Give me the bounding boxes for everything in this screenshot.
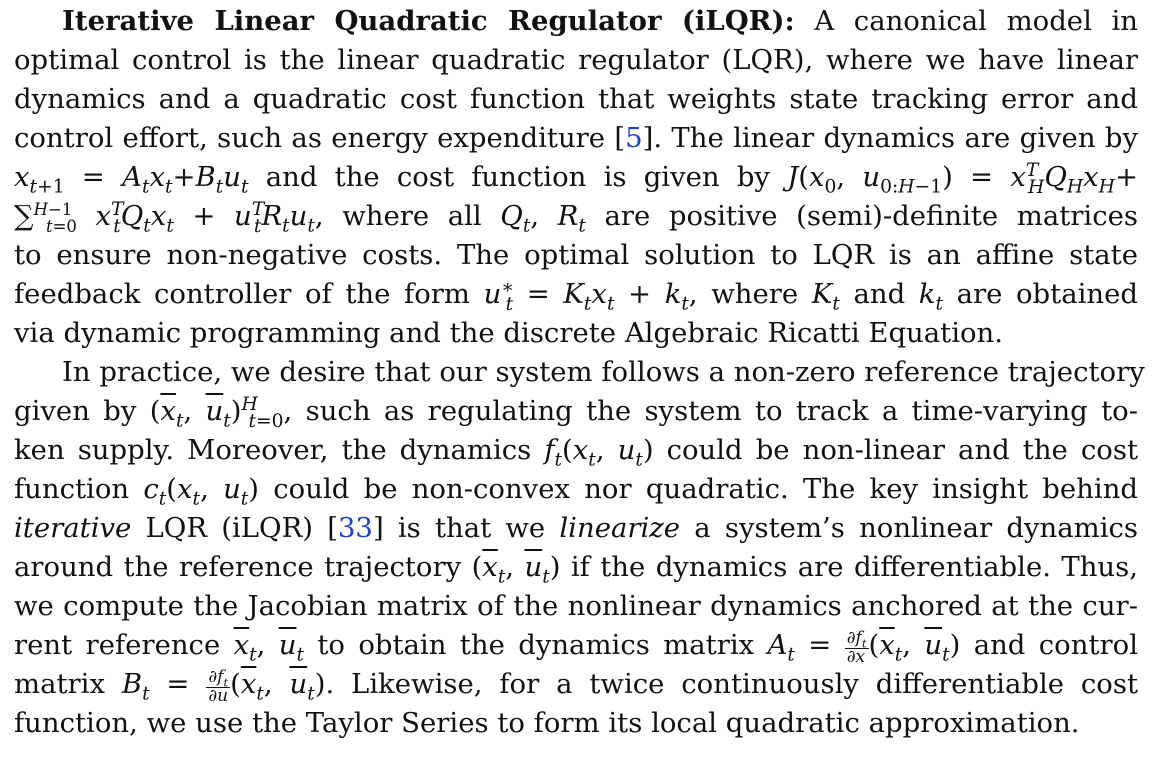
para2-line-10: function, we use the Taylor Series to form its local quadratic approximation. — [14, 707, 1080, 739]
para1-line-5: $x_{t+1} = A_tx_t+B_tu_t$ and the cost function is given by $J(x_0$, $u_{0:H-1}) = x^T_HQ_Hx_H+$ — [14, 159, 1139, 198]
para1-line-2: optimal control is the linear quadratic regulator (LQR), where we have linear — [14, 44, 1138, 76]
section-heading: Iterative Linear Quadratic Regulator (iLQR): — [62, 5, 795, 37]
para2-line-5: iterative LQR (iLQR) [33] is that we linearize a system’s nonlinear dynamics — [14, 512, 1139, 544]
para2-line-4: function $c_t(x_t$, $u_t$) could be non-convex nor quadratic. The key insight behind — [14, 473, 1139, 510]
para1-line-4: control effort, such as energy expenditure [5]. The linear dynamics are given by — [14, 122, 1138, 154]
paper-text — [14, 2, 1145, 743]
partial-fraction-dfdx: $\frac{\partial f_t}{\partial x}$ — [846, 627, 867, 667]
para1-line-3: dynamics and a quadratic cost function that weights state tracking error and — [14, 83, 1138, 115]
citation-link-5[interactable]: 5 — [625, 122, 643, 154]
para2-line-2: given by ($\overline{x}_t$, $\overline{u}_t)^H_{t=0}$, such as regulating the system to track a time-varying to- — [14, 393, 1138, 432]
para1-line-6: ∑$^{H-1}_{t=0}$ $x^T_tQ_tx_t + u^T_tR_tu_t$, where all $Q_t$, $R_t$ are positive (semi)-definite matrices — [14, 198, 1139, 237]
citation-link-33[interactable]: 33 — [337, 512, 373, 544]
para2-line-3: ken supply. Moreover, the dynamics $f_t(x_t$, $u_t$) could be non-linear and the cost — [14, 434, 1138, 471]
para2-line-7: we compute the Jacobian matrix of the nonlinear dynamics anchored at the cur- — [14, 590, 1138, 622]
para1-line-8: feedback controller of the form $u^∗_t = K_tx_t + k_t$, where $K_t$ and $k_t$ are obtained — [14, 276, 1138, 315]
para1-line-7: to ensure non-negative costs. The optimal solution to LQR is an affine state — [14, 239, 1138, 271]
para2-line-9: matrix $B_t$ = $\frac{\partial f_t}{\partial u}$ ($\overline{x}_t$, $\overline{u}_t$). Likewise, for a twice continuously differentiable cost — [14, 666, 1139, 706]
partial-fraction-dfdu: $\frac{\partial f_t}{\partial u}$ — [208, 666, 229, 706]
para1-line-9: via dynamic programming and the discrete Algebraic Ricatti Equation. — [14, 317, 1004, 349]
para2-line-6: around the reference trajectory ($\overline{x}_t$, $\overline{u}_t$) if the dynamics are differentiable. Thus, — [14, 551, 1138, 588]
para1-line-1: Iterative Linear Quadratic Regulator (iLQR): A canonical model in — [62, 5, 1138, 37]
para2-line-8: rent reference $\overline{x}_t$, $\overline{u}_t$ to obtain the dynamics matrix $A_t$ = $\frac{\partial f_t}{\partial x}$ ($\overline{x}_t$, $\overline{u}_t$) and control — [14, 627, 1138, 667]
para2-line-1: In practice, we desire that our system follows a non-zero reference trajectory — [62, 356, 1145, 388]
